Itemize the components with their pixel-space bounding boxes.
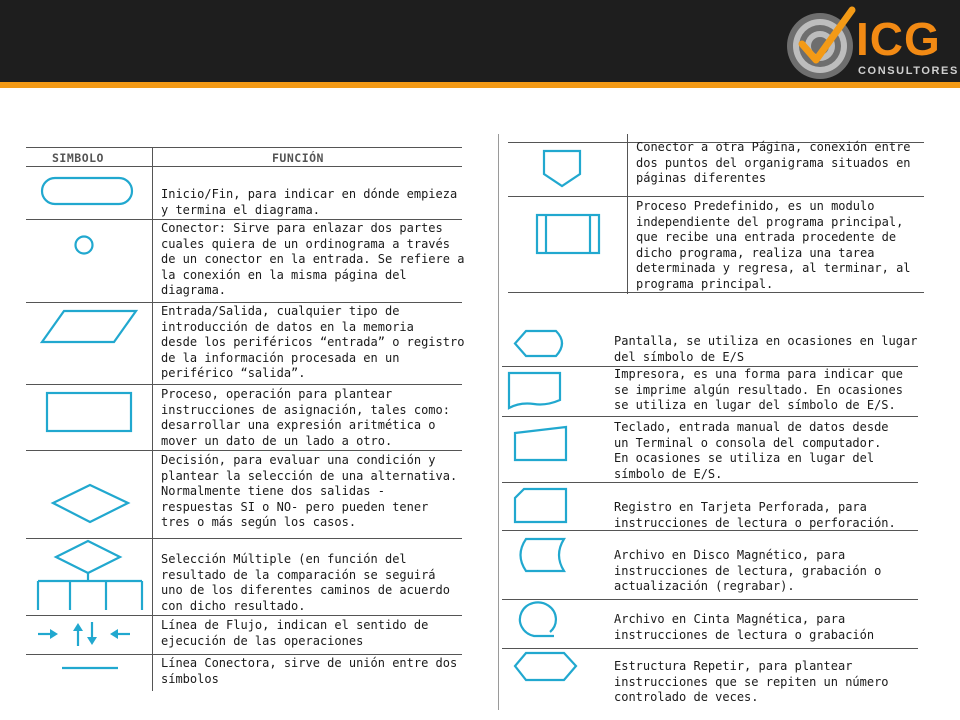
row-description: Línea de Flujo, indican el sentido de ejecución de las operaciones	[161, 618, 429, 648]
row-description: Archivo en Disco Magnético, para instrucciones de lectura, grabación o actualización (regrabar).	[614, 548, 882, 594]
magnetic-disk-shape-icon	[512, 536, 568, 576]
table-rule	[26, 147, 462, 148]
multiple-selection-icon	[34, 538, 146, 612]
repeat-hexagon-icon	[512, 650, 580, 684]
row-description: Decisión, para evaluar una condición y plantear la selección de una alternativa. Normalmente tiene dos salidas - respuestas SI o NO- pero pueden tener tres o más según los casos.	[161, 453, 458, 530]
row-separator	[26, 219, 462, 220]
flow-arrows-icon	[34, 620, 134, 648]
table-column-rule	[152, 147, 153, 691]
display-shape-icon	[512, 328, 570, 360]
row-separator	[26, 302, 462, 303]
row-separator	[502, 648, 918, 649]
row-separator	[508, 196, 924, 197]
row-description: Teclado, entrada manual de datos desde un Terminal o consola del computador. En ocasiones se utiliza en lugar del símbolo de E/S.	[614, 420, 889, 481]
column-divider	[498, 134, 499, 710]
document-shape-icon	[506, 370, 564, 412]
row-description: Entrada/Salida, cualquier tipo de introducción de datos en la memoria desde los periféricos “entrada” o registro de la información procesada en un periférico “salida”.	[161, 304, 465, 381]
magnetic-tape-shape-icon	[512, 600, 558, 642]
io-parallelogram-icon	[40, 308, 140, 348]
row-separator	[26, 450, 462, 451]
offpage-connector-icon	[540, 148, 584, 190]
terminal-oval-icon	[40, 176, 136, 208]
row-separator	[26, 384, 462, 385]
row-description: Proceso Predefinido, es un modulo independiente del programa principal, que recibe una entrada procedente de dicho programa, realiza una tarea determinada y regresa, al terminar, al programa principal.	[636, 199, 911, 291]
manual-input-shape-icon	[512, 424, 570, 464]
row-description: Estructura Repetir, para plantear instrucciones que se repiten un número controlado de veces.	[614, 659, 889, 705]
header-function: FUNCIÓN	[272, 151, 324, 165]
decision-diamond-icon	[50, 482, 132, 526]
connector-circle-icon	[73, 234, 97, 258]
table-rule	[26, 166, 462, 167]
row-description: Registro en Tarjeta Perforada, para instrucciones de lectura o perforación.	[614, 500, 896, 530]
row-separator	[26, 654, 462, 655]
row-description: Proceso, operación para plantear instrucciones de asignación, tales como: desarrollar una expresión aritmética o mover un dato de un lado a otro.	[161, 387, 450, 448]
row-description: Impresora, es una forma para indicar que se imprime algún resultado. En ocasiones se utiliza en lugar del símbolo de E/S.	[614, 367, 903, 413]
table-column-rule	[627, 134, 628, 294]
row-description: Selección Múltiple (en función del resultado de la comparación se seguirá uno de los diferentes caminos de acuerdo con dicho resultado.	[161, 552, 450, 613]
row-separator	[502, 599, 918, 600]
row-description: Pantalla, se utiliza en ocasiones en lugar del símbolo de E/S	[614, 334, 918, 364]
brand-subtitle: CONSULTORES	[858, 65, 959, 77]
row-separator	[26, 615, 462, 616]
row-description: Línea Conectora, sirve de unión entre dos símbolos	[161, 656, 458, 686]
header-symbol: SIMBOLO	[52, 151, 104, 165]
connector-line-icon	[60, 664, 122, 672]
brand-name: ICG	[856, 13, 941, 65]
process-rectangle-icon	[44, 390, 134, 434]
row-description: Conector a otra Página, conexión entre dos puntos del organigrama situados en páginas diferentes	[636, 140, 911, 186]
punched-card-shape-icon	[512, 486, 570, 526]
row-description: Conector: Sirve para enlazar dos partes cuales quiera de un ordinograma a través de un conector en la entrada. Se refiere a la conexión en la misma página del diagrama.	[161, 221, 465, 298]
row-description: Inicio/Fin, para indicar en dónde empieza y termina el diagrama.	[161, 187, 458, 217]
row-description: Archivo en Cinta Magnética, para instrucciones de lectura o grabación	[614, 612, 875, 642]
row-separator	[502, 416, 918, 417]
predefined-process-icon	[534, 212, 602, 256]
